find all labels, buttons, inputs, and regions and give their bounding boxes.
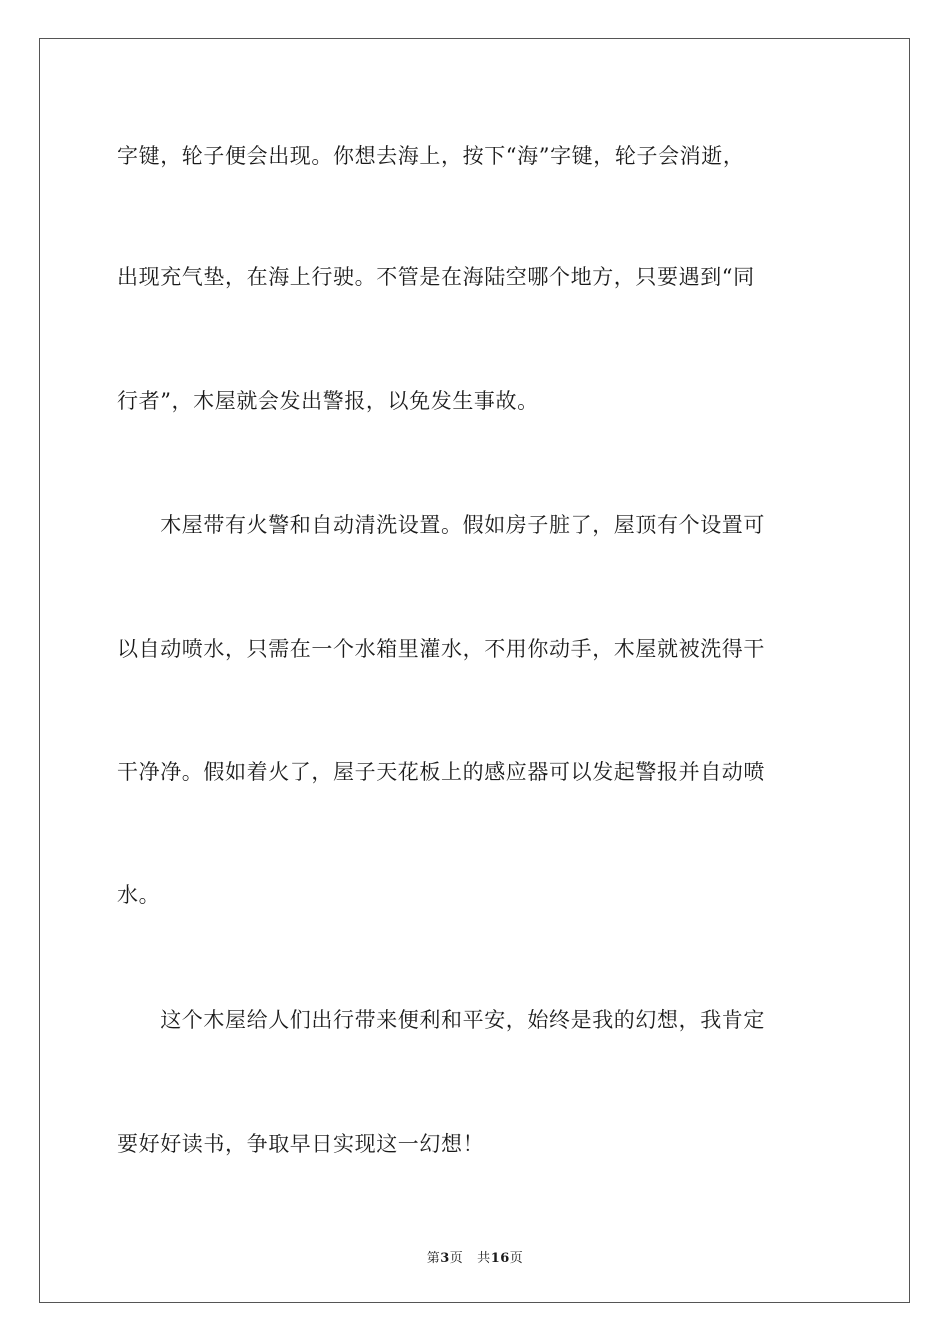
footer-page-number: 3 xyxy=(440,1251,450,1266)
text-line: 干净净。假如着火了，屋子天花板上的感应器可以发起警报并自动喷 xyxy=(117,760,765,784)
text-line: 要好好读书，争取早日实现这一幻想！ xyxy=(117,1132,485,1156)
text-line: 以自动喷水，只需在一个水箱里灌水，不用你动手，木屋就被洗得干 xyxy=(117,637,765,661)
text-line: 水。 xyxy=(117,883,161,907)
page-border xyxy=(39,38,910,1303)
footer-prefix: 第 xyxy=(426,1251,441,1266)
footer-total-suffix: 页 xyxy=(509,1251,524,1266)
text-line: 木屋带有火警和自动清洗设置。假如房子脏了，屋顶有个设置可 xyxy=(117,513,765,537)
footer-total-prefix: 共 xyxy=(477,1251,491,1266)
text-line: 出现充气垫，在海上行驶。不管是在海陆空哪个地方，只要遇到“同 xyxy=(117,265,755,289)
page-footer xyxy=(0,1247,950,1266)
text-line: 这个木屋给人们出行带来便利和平安，始终是我的幻想，我肯定 xyxy=(117,1008,765,1032)
text-line: 行者”，木屋就会发出警报，以免发生事故。 xyxy=(117,389,539,413)
footer-page-suffix: 页 xyxy=(449,1251,464,1266)
footer-total-pages: 16 xyxy=(490,1251,510,1266)
text-line: 字键，轮子便会出现。你想去海上，按下“海”字键，轮子会消逝， xyxy=(117,144,745,168)
